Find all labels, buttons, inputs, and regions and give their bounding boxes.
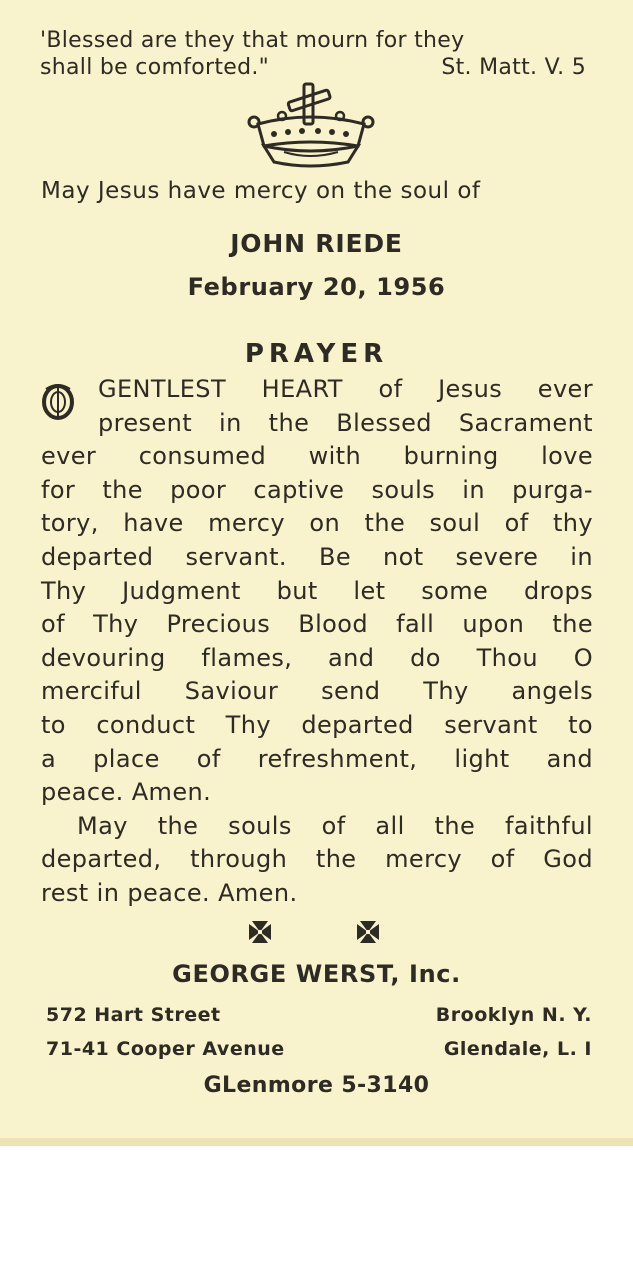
- prayer-line: merciful Saviour send Thy angels: [41, 677, 593, 706]
- death-date: February 20, 1956: [187, 273, 446, 301]
- prayer-line: to conduct Thy departed servant to: [41, 710, 593, 739]
- address-row-1: [46, 1004, 592, 1026]
- city-2: Glendale, L. I: [443, 1038, 592, 1060]
- card-bottom-edge: [0, 1138, 633, 1146]
- maltese-cross-icon: [246, 918, 274, 946]
- verse-reference: St. Matt. V. 5: [441, 55, 586, 80]
- cross-ornaments: [0, 918, 633, 952]
- deceased-name: JOHN RIEDE: [230, 229, 403, 258]
- scripture-verse: [40, 27, 590, 81]
- street-address-2: 71-41 Cooper Avenue: [46, 1038, 285, 1060]
- street-address-1: 572 Hart Street: [46, 1004, 221, 1026]
- verse-line-1: 'Blessed are they that mourn for they: [40, 28, 465, 53]
- prayer-line: devouring flames, and do Thou O: [41, 643, 593, 672]
- prayer-line: of Thy Precious Blood fall upon the: [41, 610, 593, 639]
- prayer-line: May the souls of all the faithful: [77, 811, 593, 840]
- prayer-title: PRAYER: [244, 339, 389, 369]
- prayer-line: ever consumed with burning love: [41, 442, 593, 471]
- prayer-line: GENTLEST HEART of Jesus ever: [98, 375, 593, 403]
- prayer-line: Thy Judgment but let some drops: [41, 576, 593, 605]
- prayer-line: present in the Blessed Sacrament: [98, 408, 593, 437]
- address-row-2: [46, 1038, 592, 1060]
- prayer-line: peace. Amen.: [41, 778, 212, 807]
- mercy-line: May Jesus have mercy on the soul of: [41, 178, 481, 204]
- verse-line-2: shall be comforted.": [40, 55, 270, 80]
- prayer-line: departed, through the mercy of God: [41, 845, 593, 874]
- funeral-home-name: GEORGE WERST, Inc.: [172, 960, 461, 988]
- prayer-line: departed servant. Be not severe in: [41, 542, 593, 571]
- maltese-cross-icon: [354, 918, 382, 946]
- prayer-line: a place of refreshment, light and: [41, 744, 593, 773]
- prayer-line: rest in peace. Amen.: [41, 878, 298, 907]
- crown-with-cross-icon: [244, 82, 376, 174]
- prayer-line: tory, have mercy on the soul of thy: [41, 509, 593, 538]
- prayer-text: [41, 373, 593, 911]
- phone-number: GLenmore 5-3140: [203, 1073, 430, 1098]
- prayer-line: for the poor captive souls in purga-: [41, 475, 593, 504]
- city-1: Brooklyn N. Y.: [435, 1004, 592, 1026]
